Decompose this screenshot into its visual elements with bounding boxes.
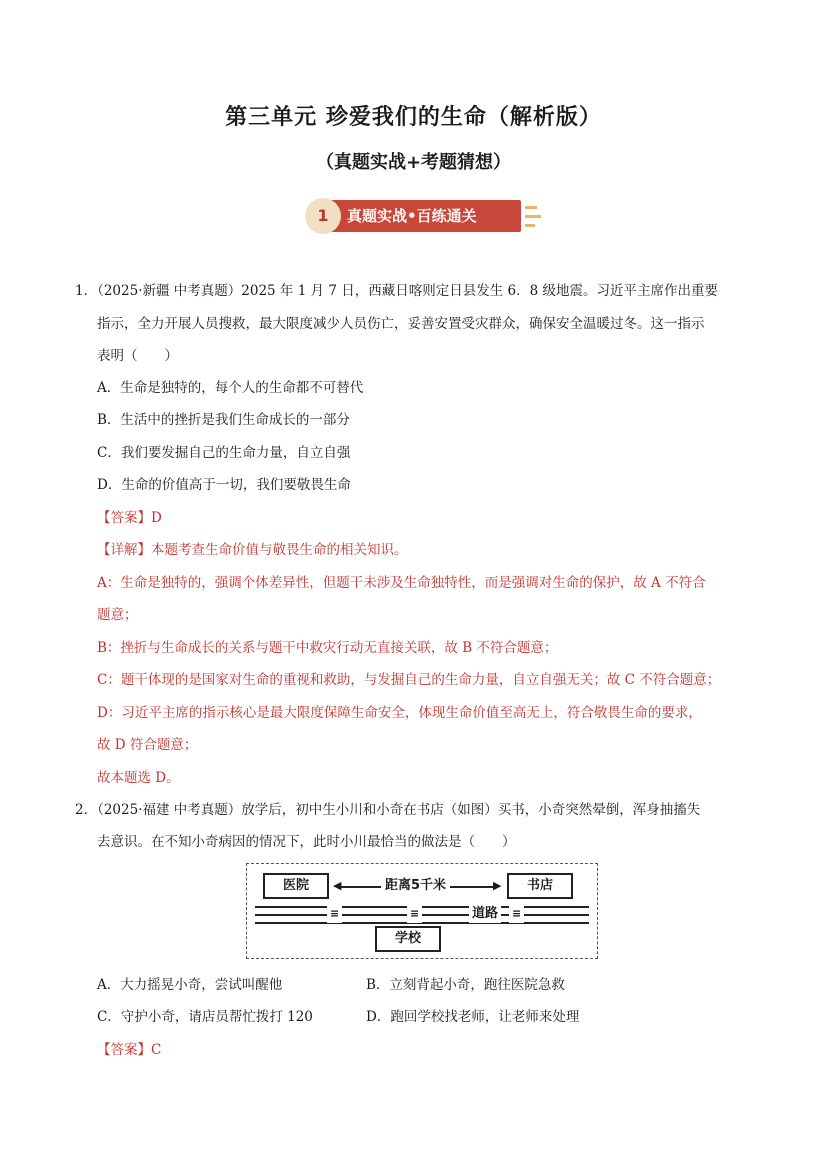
page-subtitle: （真题实战+考题猜想） — [315, 152, 512, 173]
q2-option-d: D．跑回学校找老师，让老师来处理 — [366, 1009, 580, 1025]
q2-stem-line: 2．（2025·福建 中考真题）放学后，初中生小川和小奇在书店（如图）买书，小奇突然晕倒，浑身抽搐失 — [75, 802, 701, 818]
q1-detail-a: 题意； — [97, 607, 138, 623]
distance-label: 距离5千米 — [381, 878, 450, 894]
q1-option-c: C．我们要发掘自己的生命力量，自立自强 — [97, 445, 351, 461]
arrow-left-icon: ◀ — [333, 879, 342, 892]
arrow-right-icon: ▶ — [493, 879, 502, 892]
q1-conclusion: 故本题选 D。 — [97, 770, 180, 786]
q1-option-b: B．生活中的挫折是我们生命成长的一部分 — [97, 412, 350, 428]
bookstore-box: 书店 — [507, 873, 573, 899]
q1-detail-a: A：生命是独特的，强调个体差异性，但题干未涉及生命独特性，而是强调对生命的保护，故 A 不符合 — [97, 575, 706, 591]
q1-stem-line: 表明（ ） — [97, 348, 178, 364]
q1-option-d: D．生命的价值高于一切，我们要敬畏生命 — [97, 477, 351, 493]
crosswalk-icon: ≡ — [407, 905, 422, 923]
school-box: 学校 — [375, 926, 441, 952]
banner-stripe-icon — [525, 206, 537, 209]
map-diagram — [246, 863, 598, 959]
q2-option-b: B．立刻背起小奇，跑往医院急救 — [366, 977, 565, 993]
q1-stem-line: 1．（2025·新疆 中考真题）2025 年 1 月 7 日，西藏日喀则定日县发生 6．8 级地震。习近平主席作出重要 — [75, 283, 719, 299]
crosswalk-icon: ≡ — [509, 905, 524, 923]
q1-detail-b: B：挫折与生命成长的关系与题干中救灾行动无直接关联，故 B 不符合题意； — [97, 640, 558, 656]
q2-option-c: C．守护小奇，请店员帮忙拨打 120 — [97, 1009, 313, 1025]
q2-option-a: A．大力摇晃小奇，尝试叫醒他 — [97, 977, 283, 993]
hospital-box: 医院 — [263, 873, 329, 899]
q1-stem-line: 指示，全力开展人员搜救，最大限度减少人员伤亡，妥善安置受灾群众，确保安全温暖过冬。这一指示 — [97, 316, 705, 332]
road-label: 道路 — [469, 905, 501, 923]
q1-answer: 【答案】D — [97, 510, 162, 526]
q1-detail-d: 故 D 符合题意； — [97, 737, 198, 753]
banner-stripe-icon — [525, 224, 535, 227]
section-banner — [303, 196, 543, 240]
crosswalk-icon: ≡ — [327, 905, 342, 923]
q2-stem-line: 去意识。在不知小奇病因的情况下，此时小川最恰当的做法是（ ） — [97, 834, 516, 850]
q1-detail-c: C：题干体现的是国家对生命的重视和救助，与发掘自己的生命力量，自立自强无关；故 C 不符合题意； — [97, 672, 721, 688]
q1-detail-intro: 【详解】本题考查生命价值与敬畏生命的相关知识。 — [97, 542, 408, 558]
q1-option-a: A．生命是独特的，每个人的生命都不可替代 — [97, 380, 364, 396]
banner-number: 1 — [305, 198, 341, 234]
banner-stripe-icon — [525, 215, 541, 218]
q2-answer: 【答案】C — [97, 1042, 162, 1058]
q1-detail-d: D：习近平主席的指示核心是最大限度保障生命安全，体现生命价值至高无上，符合敬畏生命的要求， — [97, 705, 702, 721]
banner-text: 真题实战•百练通关 — [347, 207, 477, 225]
page-title: 第三单元 珍爱我们的生命（解析版） — [225, 105, 602, 130]
